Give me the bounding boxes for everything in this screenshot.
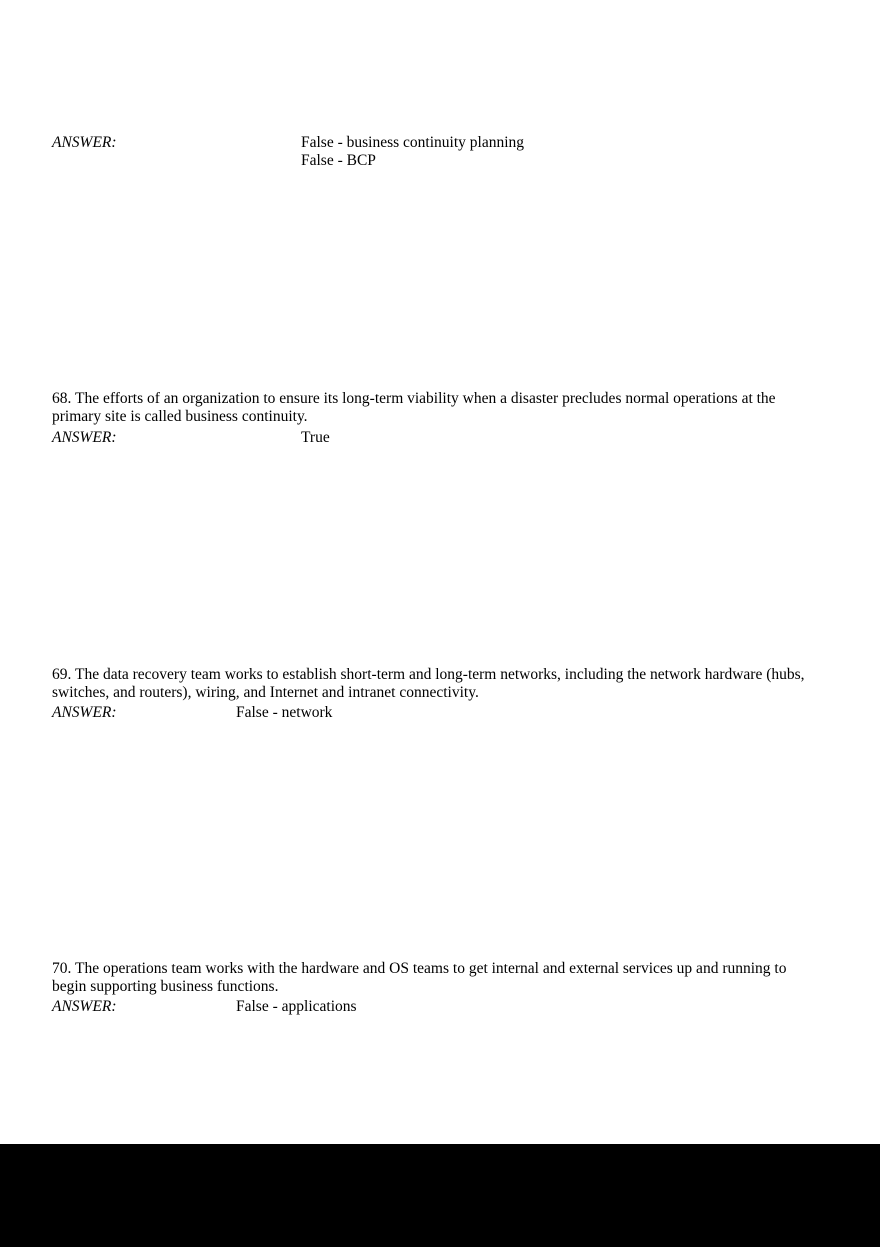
answer-label: ANSWER: xyxy=(52,429,117,446)
black-footer-bar xyxy=(0,1144,880,1247)
answer-line: False - BCP xyxy=(301,152,376,169)
answer-label: ANSWER: xyxy=(52,998,117,1015)
answer-label: ANSWER: xyxy=(52,704,117,721)
question-68-answer: True xyxy=(301,429,330,446)
answer-line: False - business continuity planning xyxy=(301,134,525,151)
question-68-text: 68. The efforts of an organization to ensure its long-term viability when a disaster precludes normal operations at the primary site is called business continuity. xyxy=(52,390,776,425)
question-69-text: 69. The data recovery team works to establish short-term and long-term networks, including the network hardware (hubs, switches, and routers), wiring, and Internet and intranet connectivity. xyxy=(52,666,805,701)
question-69-answer: False - network xyxy=(236,704,333,721)
question-70-text: 70. The operations team works with the hardware and OS teams to get internal and external services up and running to begin supporting business functions. xyxy=(52,960,787,995)
question-70-answer: False - applications xyxy=(236,998,357,1015)
answer-label: ANSWER: xyxy=(52,134,117,151)
